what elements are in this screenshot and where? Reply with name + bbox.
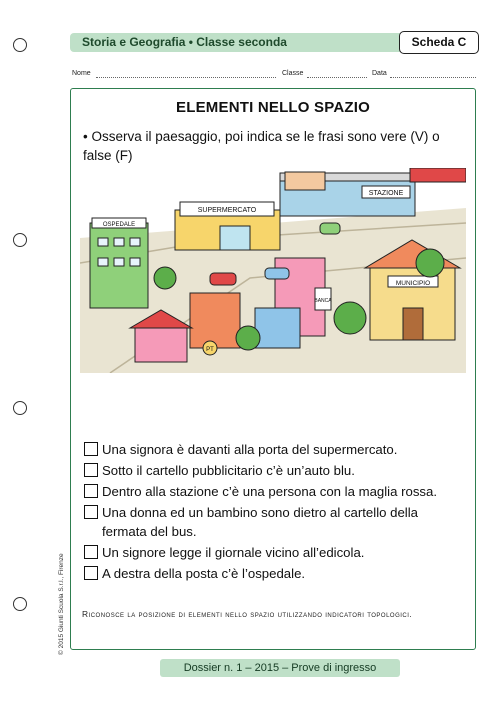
footer-bar: Dossier n. 1 – 2015 – Prove di ingresso <box>160 659 400 677</box>
copyright-credit: © 2015 Giunti Scuola S.r.l., Firenze <box>58 553 65 655</box>
blue-building <box>255 308 300 348</box>
name-line[interactable] <box>96 76 276 78</box>
learning-objective-note: Riconosce la posizione di elementi nello spazio utilizzando indicatori topologici. <box>82 609 413 619</box>
hospital-sign: OSPEDALE <box>102 222 136 228</box>
punch-hole-2 <box>13 233 27 247</box>
exercise-title: ELEMENTI NELLO SPAZIO <box>176 99 370 116</box>
class-label: Classe <box>282 70 304 77</box>
checkbox[interactable] <box>84 505 98 519</box>
town-hall-sign: MUNICIPIO <box>395 280 431 287</box>
statement-text: Un signore legge il giornale vicino all’edicola. <box>102 545 365 560</box>
date-label: Data <box>372 70 387 77</box>
sheet-badge: Scheda C <box>399 31 479 54</box>
punch-hole-3 <box>13 401 27 415</box>
statement-item <box>84 440 464 459</box>
statement-item <box>84 564 464 583</box>
supermarket-building <box>175 202 280 250</box>
statement-item <box>84 461 464 480</box>
post-office-building <box>190 293 240 355</box>
town-illustration <box>80 168 466 373</box>
punch-hole-4 <box>13 597 27 611</box>
statement-text: A destra della posta c’è l’ospedale. <box>102 566 306 581</box>
exercise-instruction: • Osserva il paesaggio, poi indica se le frasi sono vere (V) o false (F) <box>83 129 440 163</box>
statement-text: Una signora è davanti alla porta del supermercato. <box>102 442 398 457</box>
date-line[interactable] <box>390 76 476 78</box>
bank-sign: BANCA <box>314 298 332 304</box>
station-building <box>280 168 466 216</box>
statement-text: Sotto il cartello pubblicitario c’è un’auto blu. <box>102 463 355 478</box>
post-office-sign: PT <box>206 347 214 353</box>
statement-text: Una donna ed un bambino sono dietro al cartello della fermata del bus. <box>102 505 418 539</box>
statement-list <box>84 440 464 585</box>
station-sign: STAZIONE <box>368 190 404 197</box>
checkbox[interactable] <box>84 442 98 456</box>
statement-item <box>84 503 464 541</box>
header-title: Storia e Geografia • Classe seconda <box>82 35 287 49</box>
checkbox[interactable] <box>84 545 98 559</box>
supermarket-sign: SUPERMERCATO <box>197 207 257 214</box>
checkbox[interactable] <box>84 484 98 498</box>
statement-text: Dentro alla stazione c’è una persona con la maglia rossa. <box>102 484 438 499</box>
hospital-building <box>90 218 148 308</box>
class-line[interactable] <box>307 76 367 78</box>
name-label: Nome <box>72 70 91 77</box>
punch-hole-1 <box>13 38 27 52</box>
checkbox[interactable] <box>84 566 98 580</box>
checkbox[interactable] <box>84 463 98 477</box>
statement-item <box>84 482 464 501</box>
statement-item <box>84 543 464 562</box>
header-bar <box>70 33 476 52</box>
